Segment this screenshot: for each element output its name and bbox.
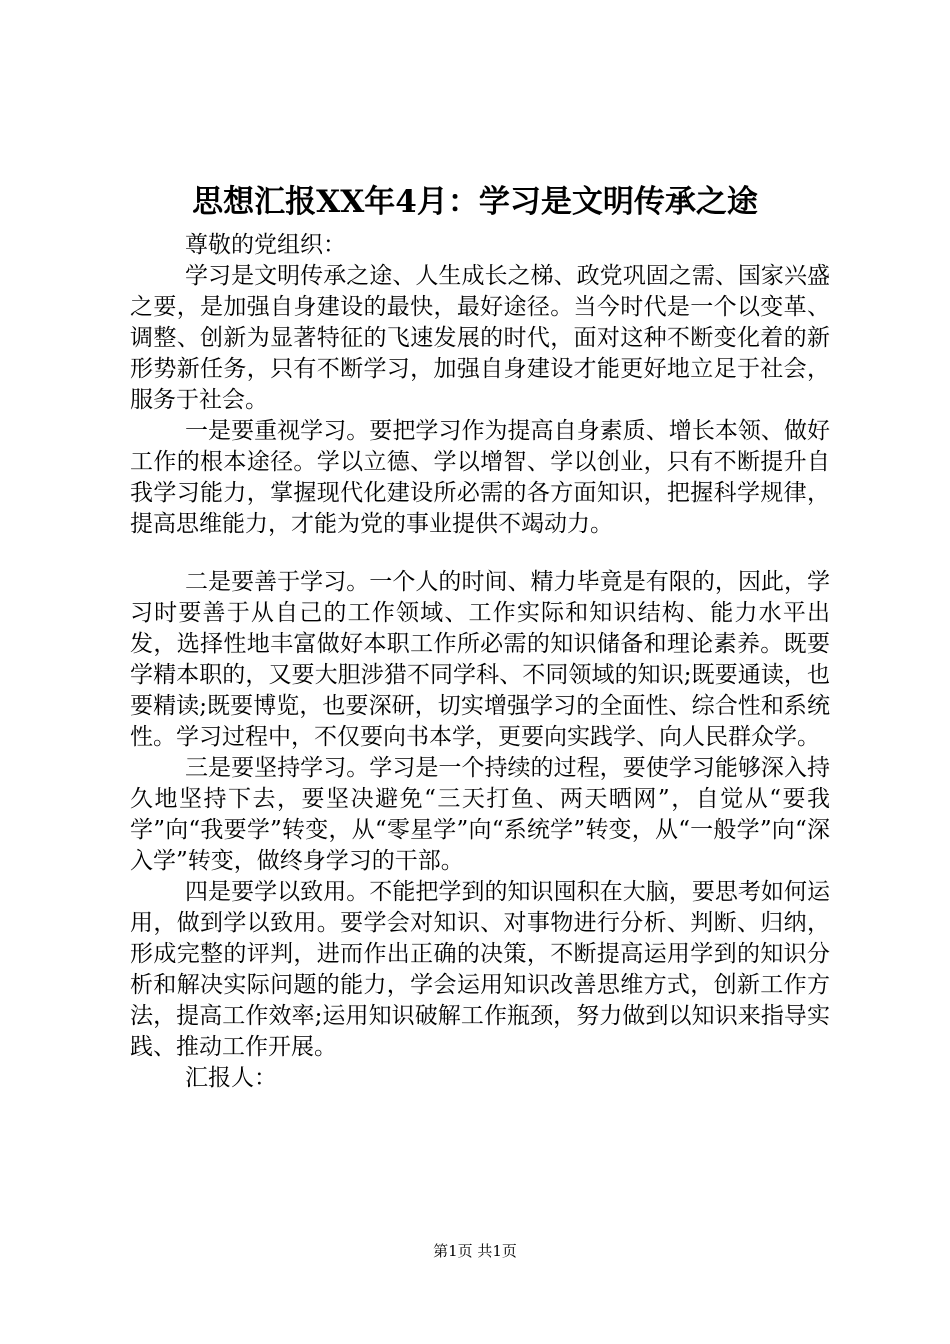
page-number-footer: 第1页 共1页 [433,1242,517,1260]
paragraph-point-one: 一是要重视学习。要把学习作为提高自身素质、增长本领、做好工作的根本途径。学以立德、学以增智、学以创业，只有不断提升自我学习能力，掌握现代化建设所必需的各方面知识，把握科学规律，提高思维能力，才能为党的事业提供不竭动力。 [130,418,830,537]
paragraph-point-two: 二是要善于学习。一个人的时间、精力毕竟是有限的，因此，学习时要善于从自己的工作领域、工作实际和知识结构、能力水平出发，选择性地丰富做好本职工作所必需的知识储备和理论素养。既要学精本职的，又要大胆涉猎不同学科、不同领域的知识;既要通读，也要精读;既要博览，也要深研，切实增强学习的全面性、综合性和系统性。学习过程中，不仅要向书本学，更要向实践学、向人民群众学。 [130,569,830,750]
paragraph-point-three: 三是要坚持学习。学习是一个持续的过程，要使学习能够深入持久地坚持下去，要坚决避免“三天打鱼、两天晒网”，自觉从“要我学”向“我要学”转变，从“零星学”向“系统学”转变，从“一般学”向“深入学”转变，做终身学习的干部。 [130,755,830,874]
signature-line: 汇报人： [185,1065,277,1091]
paragraph-intro: 学习是文明传承之途、人生成长之梯、政党巩固之需、国家兴盛之要，是加强自身建设的最快，最好途径。当今时代是一个以变革、调整、创新为显著特征的飞速发展的时代，面对这种不断变化着的新形势新任务，只有不断学习，加强自身建设才能更好地立足于社会，服务于社会。 [130,263,830,413]
document-title: 思想汇报XX年4月：学习是文明传承之途 [192,184,758,220]
document-body [130,230,830,1094]
paragraph-point-four: 四是要学以致用。不能把学到的知识囤积在大脑，要思考如何运用，做到学以致用。要学会对知识、对事物进行分析、判断、归纳，形成完整的评判，进而作出正确的决策，不断提高运用学到的知识分析和解决实际问题的能力，学会运用知识改善思维方式，创新工作方法，提高工作效率;运用知识破解工作瓶颈，努力做到以知识来指导实践、推动工作开展。 [130,879,830,1060]
salutation: 尊敬的党组织： [185,232,346,258]
